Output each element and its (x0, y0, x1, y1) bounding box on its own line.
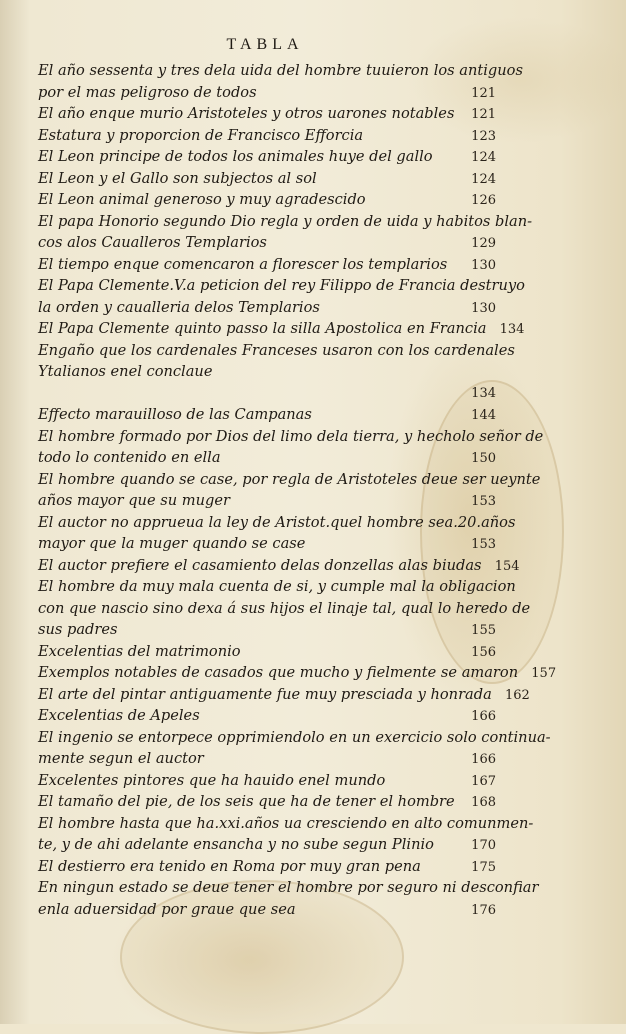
page-number: 150 (471, 451, 496, 466)
entry-line (38, 791, 496, 813)
entry-text: El año enque murio Aristoteles y otros uarones notables (38, 105, 455, 122)
index-entry (38, 770, 496, 792)
entry-line (38, 254, 496, 276)
entry-line (38, 426, 544, 448)
entry-text: Engaño que los cardenales Franceses usaron con los cardenales (38, 341, 515, 359)
entry-text: años mayor que su muger (38, 492, 230, 509)
entry-line (38, 899, 496, 921)
entry-line (38, 469, 541, 491)
entry-line (38, 748, 496, 770)
entry-line (38, 533, 496, 555)
index-entry (38, 705, 496, 727)
entry-line (38, 404, 496, 426)
page-number: 144 (471, 408, 496, 423)
entry-text: El tiempo enque comencaron a florescer los templarios (38, 255, 448, 273)
entry-text: Ytalianos enel conclaue (38, 363, 213, 380)
entry-line (38, 576, 516, 598)
entry-text: la orden y caualleria delos Templarios (38, 298, 320, 316)
entry-line (38, 146, 496, 168)
index-entries (38, 60, 557, 920)
page-number: 124 (471, 150, 496, 165)
index-entry (38, 512, 516, 555)
entry-text: El tamaño del pie, de los seis que ha de tener el hombre (38, 793, 455, 810)
entry-line (38, 684, 530, 706)
entry-line (38, 447, 496, 469)
page-number: 153 (471, 537, 496, 552)
page-number: 167 (471, 773, 496, 789)
entry-text: En ningun estado se deue tener el hombre por seguro ni desconfiar (38, 879, 539, 896)
entry-text: El hombre hasta que ha.xxi.años ua cresciendo en alto comunmen- (38, 814, 534, 832)
page-number: 126 (471, 193, 496, 208)
entry-text: Excelentes pintores que ha hauido enel mundo (38, 771, 386, 789)
index-entry (38, 641, 496, 663)
entry-text: Excelentias del matrimonio (38, 642, 241, 660)
index-entry (38, 555, 520, 577)
entry-text: Excelentias de Apeles (38, 707, 200, 724)
entry-line (38, 340, 515, 362)
entry-text: El ingenio se entorpece opprimiendolo en un exercicio solo continua- (38, 728, 551, 746)
entry-text: El Leon animal generoso y muy agradescido (38, 191, 366, 208)
index-entry (38, 275, 525, 318)
index-entry (38, 684, 530, 706)
entry-line (38, 619, 496, 641)
entry-text: enla aduersidad por graue que sea (38, 900, 296, 918)
entry-text: El auctor no apprueua la ley de Aristot.quel hombre sea.20.años (38, 513, 516, 531)
index-entry (38, 60, 523, 103)
index-entry (38, 189, 496, 211)
entry-line (38, 103, 496, 125)
index-entry (38, 318, 525, 340)
entry-text: El destierro era tenido en Roma por muy gran pena (38, 857, 421, 875)
entry-line (38, 125, 496, 147)
entry-line (38, 318, 525, 340)
index-entry (38, 146, 496, 168)
entry-line (38, 490, 496, 512)
index-entry (38, 254, 496, 276)
entry-line (38, 598, 531, 620)
index-entry (38, 125, 496, 147)
entry-line (38, 275, 525, 297)
page-number: 176 (471, 902, 496, 918)
entry-line (38, 641, 496, 663)
entry-text: El arte del pintar antiguamente fue muy presciada y honrada (38, 685, 492, 703)
page-number: 168 (471, 795, 496, 810)
entry-text: Effecto marauilloso de las Campanas (38, 406, 312, 423)
entry-line (38, 877, 539, 899)
entry-text: El Leon principe de todos los animales huye del gallo (38, 148, 433, 165)
entry-line (38, 662, 557, 684)
entry-line (38, 361, 496, 383)
entry-line (38, 168, 496, 190)
entry-text: El Leon y el Gallo son subjectos al sol (38, 169, 317, 187)
index-entry (38, 576, 531, 641)
page-number: 129 (471, 236, 496, 251)
page-number: 175 (471, 859, 496, 875)
index-entry (38, 813, 534, 856)
entry-line (38, 834, 496, 856)
index-entry (38, 340, 515, 405)
index-entry (38, 103, 496, 125)
page-number: 166 (471, 709, 496, 724)
index-entry (38, 469, 541, 512)
page-number: 121 (471, 107, 496, 122)
entry-text: sus padres (38, 621, 118, 638)
entry-text: El año sessenta y tres dela uida del hombre tuuieron los antiguos (38, 62, 523, 79)
entry-text: te, y de ahi adelante ensancha y no sube segun Plinio (38, 836, 434, 853)
page-heading: TABLA (226, 36, 304, 53)
entry-line (38, 383, 496, 405)
page-number: 121 (471, 85, 496, 101)
entry-line (38, 555, 520, 577)
entry-text: todo lo contenido en ella (38, 449, 221, 466)
entry-text: Exemplos notables de casados que mucho y fielmente se amaron (38, 664, 519, 681)
page-number: 162 (504, 687, 530, 703)
page-number: 130 (471, 257, 496, 273)
page-number: 170 (471, 838, 496, 853)
page-number: 154 (494, 558, 520, 574)
index-entry (38, 877, 539, 920)
index-entry (38, 168, 496, 190)
entry-line (38, 232, 496, 254)
entry-line (38, 727, 551, 749)
entry-line (38, 82, 496, 104)
page-number: 156 (471, 644, 496, 660)
entry-text: El hombre quando se case, por regla de Aristoteles deue ser ueynte (38, 470, 541, 488)
page-number: 166 (471, 752, 496, 767)
entry-line (38, 770, 496, 792)
index-entry (38, 404, 496, 426)
entry-text: El Papa Clemente.V.a peticion del rey Filippo de Francia destruyo (38, 277, 525, 294)
entry-line (38, 856, 496, 878)
page-number: 134 (471, 385, 496, 401)
entry-text: Estatura y proporcion de Francisco Efforcia (38, 126, 364, 144)
page-number: 157 (531, 666, 557, 681)
entry-text: mente segun el auctor (38, 750, 204, 767)
entry-line (38, 512, 516, 534)
page-number: 153 (471, 494, 496, 509)
index-entry (38, 211, 533, 254)
entry-text: El papa Honorio segundo Dio regla y orden de uida y habitos blan- (38, 212, 533, 230)
index-entry (38, 727, 551, 770)
entry-text: por el mas peligroso de todos (38, 83, 257, 101)
entry-line (38, 705, 496, 727)
entry-text: mayor que la muger quando se case (38, 535, 306, 552)
entry-text: El auctor prefiere el casamiento delas donzellas alas biudas (38, 556, 482, 574)
page-number: 134 (499, 322, 525, 337)
entry-line (38, 813, 534, 835)
entry-text: El hombre formado por Dios del limo dela tierra, y hecholo señor de (38, 427, 544, 445)
index-entry (38, 791, 496, 813)
entry-text: cos alos Caualleros Templarios (38, 234, 267, 251)
index-entry (38, 426, 544, 469)
page-number: 124 (471, 171, 496, 187)
entry-text: con que nascio sino dexa á sus hijos el linaje tal, qual lo heredo de (38, 599, 531, 617)
entry-line (38, 211, 533, 233)
page-number: 123 (471, 128, 496, 144)
entry-text: El hombre da muy mala cuenta de si, y cumple mal la obligacion (38, 578, 516, 595)
entry-line (38, 189, 496, 211)
page-number: 130 (471, 300, 496, 316)
entry-line (38, 297, 496, 319)
entry-line (38, 60, 523, 82)
index-entry (38, 662, 557, 684)
entry-text: El Papa Clemente quinto passo la silla Apostolica en Francia (38, 320, 487, 337)
index-entry (38, 856, 496, 878)
page-number: 155 (471, 623, 496, 638)
